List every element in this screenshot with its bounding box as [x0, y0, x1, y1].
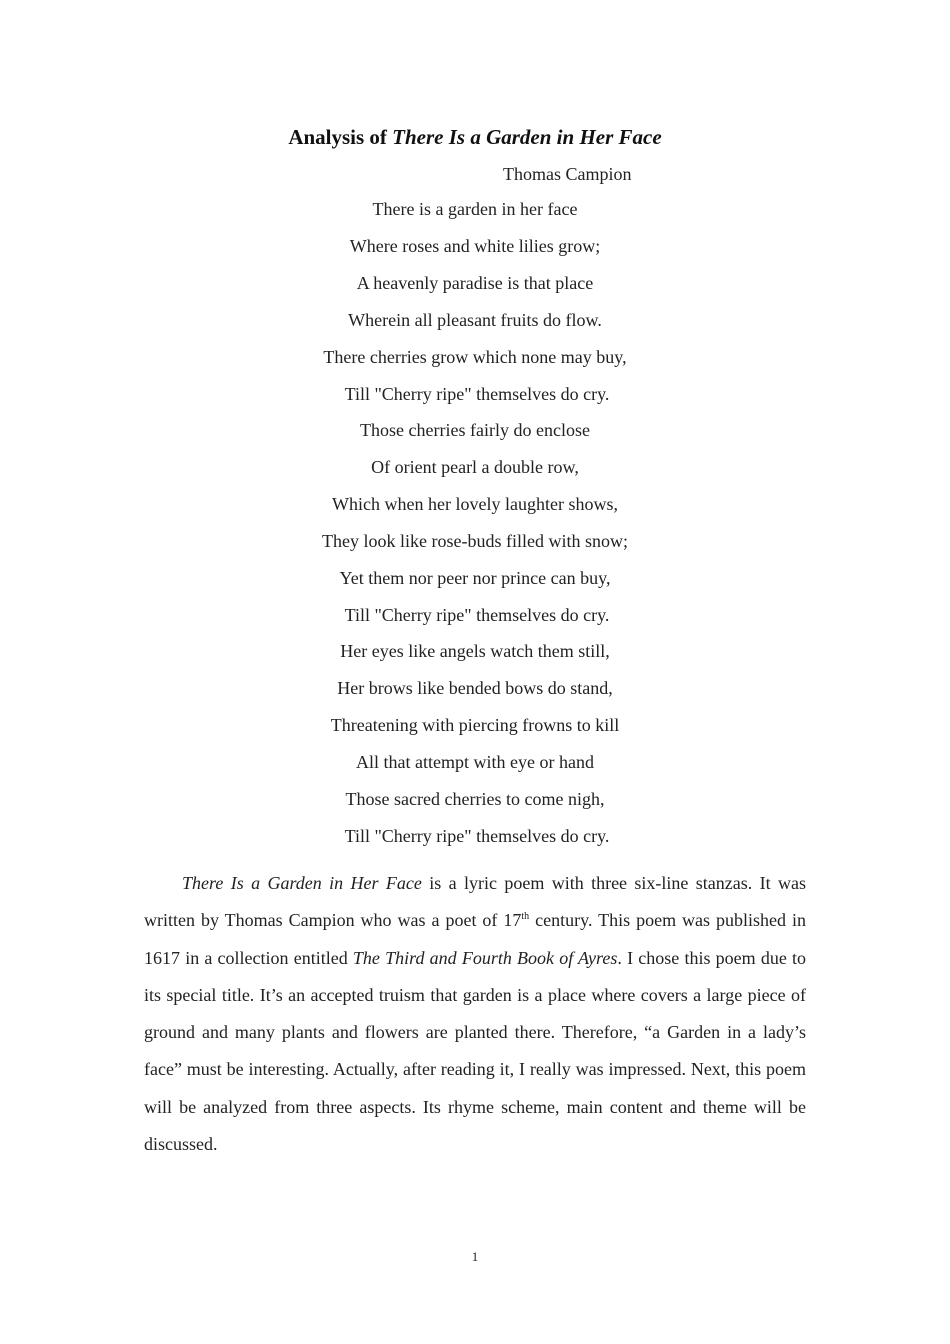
ordinal-superscript: th: [521, 911, 530, 923]
poem-line: A heavenly paradise is that place: [356, 273, 594, 293]
paragraph-text: is a lyric poem with three six-line stanzas. It was written by Thomas Campion who was a poet of 17: [144, 873, 806, 931]
poem-line: All that attempt with eye or hand: [356, 752, 594, 772]
paragraph-collection-title: The Third and Fourth Book of Ayres: [352, 947, 618, 968]
poem-author: Thomas Campion: [503, 164, 632, 184]
poem-line: There is a garden in her face: [372, 199, 578, 219]
poem-text: [0, 197, 950, 861]
document-title: [0, 123, 950, 151]
poem-line: Till "Cherry ripe" themselves do cry.: [344, 826, 610, 846]
poem-line: Threatening with piercing frowns to kill: [330, 715, 620, 735]
poem-line: Which when her lovely laughter shows,: [332, 494, 618, 514]
paragraph-text: . I chose this poem due to its special title. It’s an accepted truism that garden is a place where covers a large piece of ground and many plants and flowers are planted there. Therefore, “a Garden in a lady’s face” must be interesting. Actually, after reading it, I really was impressed. Next, this poem will be analyzed from three aspects. Its rhyme scheme, main content and theme will be discussed.: [144, 947, 806, 1155]
analysis-paragraph: [144, 865, 806, 1163]
page-number: 1: [471, 1249, 479, 1264]
poem-line: They look like rose-buds filled with snow;: [322, 531, 628, 551]
paragraph-text: century. This poem was published in 1617 in a collection entitled: [144, 910, 806, 968]
poem-line: Till "Cherry ripe" themselves do cry.: [344, 384, 610, 404]
poem-line: Wherein all pleasant fruits do flow.: [348, 310, 602, 330]
poem-line: There cherries grow which none may buy,: [323, 347, 627, 367]
title-prefix: Analysis of: [288, 125, 393, 149]
poem-line: Her eyes like angels watch them still,: [340, 641, 610, 661]
poem-line: Those sacred cherries to come nigh,: [345, 789, 605, 809]
poem-line: Of orient pearl a double row,: [371, 457, 579, 477]
poem-line: Yet them nor peer nor prince can buy,: [339, 568, 611, 588]
poem-line: Till "Cherry ripe" themselves do cry.: [344, 605, 610, 625]
poem-line: Where roses and white lilies grow;: [349, 236, 601, 256]
title-poem-name: There Is a Garden in Her Face: [392, 125, 662, 149]
poem-line: Her brows like bended bows do stand,: [337, 678, 613, 698]
paragraph-poem-title: There Is a Garden in Her Face: [182, 873, 422, 893]
poem-line: Those cherries fairly do enclose: [360, 420, 590, 440]
